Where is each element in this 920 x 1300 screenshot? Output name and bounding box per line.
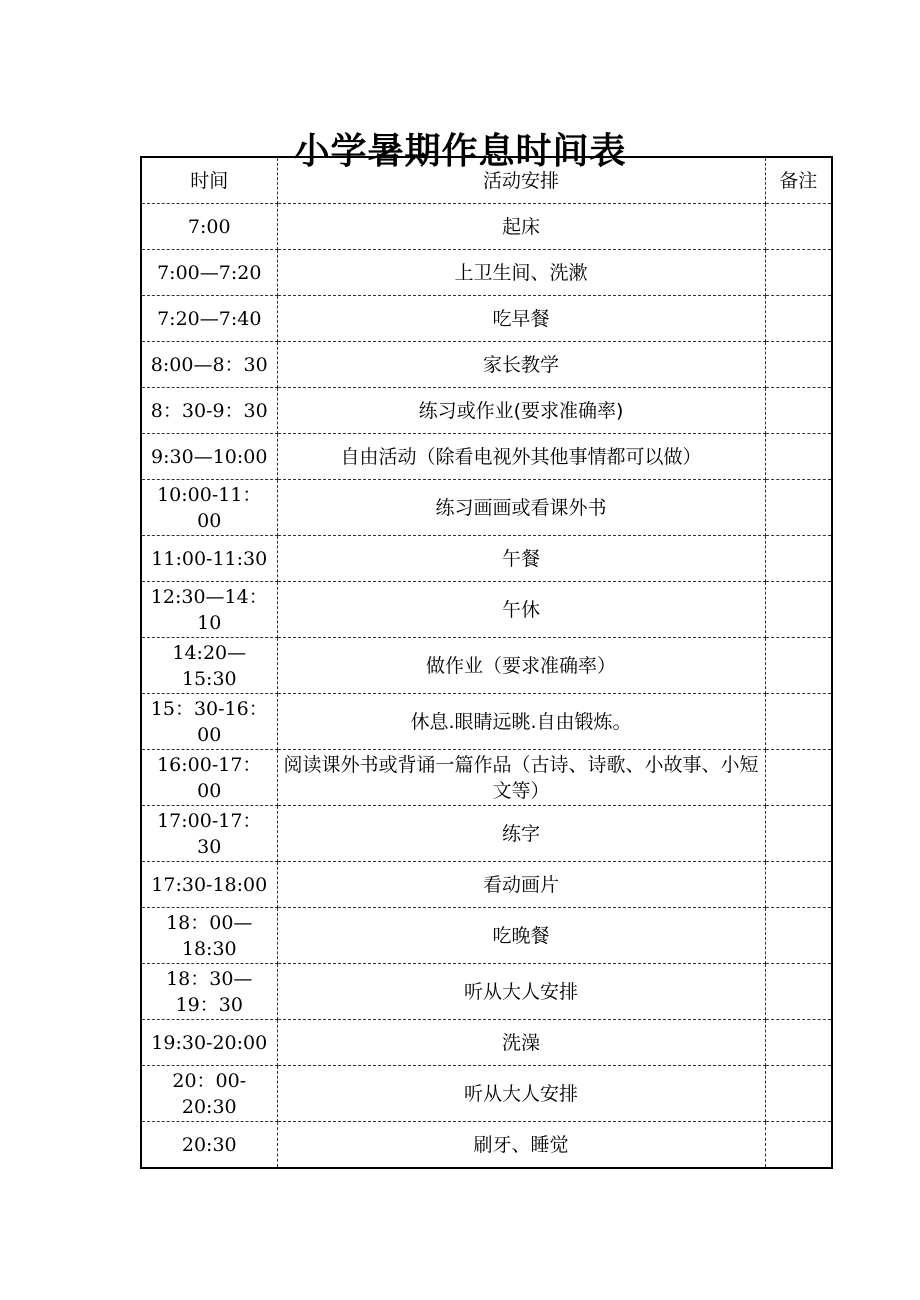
note-cell	[765, 250, 832, 296]
activity-cell: 听从大人安排	[277, 1066, 765, 1122]
note-cell	[765, 806, 832, 862]
table-row	[141, 296, 832, 342]
note-cell	[765, 296, 832, 342]
header-time: 时间	[141, 157, 277, 204]
table-row	[141, 908, 832, 964]
time-cell: 12:30—14：10	[141, 582, 277, 638]
note-cell	[765, 908, 832, 964]
time-cell: 7:20—7:40	[141, 296, 277, 342]
activity-cell: 刷牙、睡觉	[277, 1122, 765, 1169]
time-cell: 9:30—10:00	[141, 434, 277, 480]
time-cell: 8:00—8：30	[141, 342, 277, 388]
table-row	[141, 806, 832, 862]
time-cell: 16:00-17：00	[141, 750, 277, 806]
table-row	[141, 204, 832, 250]
activity-cell: 练字	[277, 806, 765, 862]
activity-cell: 起床	[277, 204, 765, 250]
activity-cell: 练习或作业(要求准确率)	[277, 388, 765, 434]
time-cell: 20：00-20:30	[141, 1066, 277, 1122]
time-cell: 18：00—18:30	[141, 908, 277, 964]
table-row	[141, 434, 832, 480]
activity-cell: 阅读课外书或背诵一篇作品（古诗、诗歌、小故事、小短文等）	[277, 750, 765, 806]
note-cell	[765, 964, 832, 1020]
note-cell	[765, 434, 832, 480]
note-cell	[765, 862, 832, 908]
table-row	[141, 638, 832, 694]
table-row	[141, 582, 832, 638]
note-cell	[765, 480, 832, 536]
table-row	[141, 480, 832, 536]
schedule-table	[140, 156, 833, 1169]
table-row	[141, 750, 832, 806]
note-cell	[765, 750, 832, 806]
note-cell	[765, 638, 832, 694]
activity-cell: 看动画片	[277, 862, 765, 908]
page-title: 小学暑期作息时间表	[293, 131, 627, 173]
time-cell: 10:00-11：00	[141, 480, 277, 536]
time-cell: 14:20—15:30	[141, 638, 277, 694]
time-cell: 7:00—7:20	[141, 250, 277, 296]
header-row	[141, 157, 832, 204]
time-cell: 17:00-17：30	[141, 806, 277, 862]
table-row	[141, 694, 832, 750]
activity-cell: 吃晚餐	[277, 908, 765, 964]
time-cell: 20:30	[141, 1122, 277, 1169]
activity-cell: 听从大人安排	[277, 964, 765, 1020]
activity-cell: 做作业（要求准确率）	[277, 638, 765, 694]
table-row	[141, 250, 832, 296]
time-cell: 15：30-16：00	[141, 694, 277, 750]
table-row	[141, 342, 832, 388]
activity-cell: 练习画画或看课外书	[277, 480, 765, 536]
activity-cell: 午休	[277, 582, 765, 638]
activity-cell: 午餐	[277, 536, 765, 582]
activity-cell: 吃早餐	[277, 296, 765, 342]
note-cell	[765, 342, 832, 388]
activity-cell: 上卫生间、洗漱	[277, 250, 765, 296]
note-cell	[765, 388, 832, 434]
note-cell	[765, 1122, 832, 1169]
table-row	[141, 388, 832, 434]
time-cell: 18：30—19：30	[141, 964, 277, 1020]
time-cell: 11:00-11:30	[141, 536, 277, 582]
time-cell: 7:00	[141, 204, 277, 250]
note-cell	[765, 1066, 832, 1122]
note-cell	[765, 582, 832, 638]
table-row	[141, 862, 832, 908]
note-cell	[765, 1020, 832, 1066]
activity-cell: 自由活动（除看电视外其他事情都可以做）	[277, 434, 765, 480]
note-cell	[765, 204, 832, 250]
table-row	[141, 1066, 832, 1122]
time-cell: 19:30-20:00	[141, 1020, 277, 1066]
table-row	[141, 1122, 832, 1169]
note-cell	[765, 694, 832, 750]
header-activity: 活动安排	[277, 157, 765, 204]
header-note: 备注	[765, 157, 832, 204]
table-row	[141, 1020, 832, 1066]
activity-cell: 休息.眼睛远眺.自由锻炼。	[277, 694, 765, 750]
table-row	[141, 536, 832, 582]
activity-cell: 洗澡	[277, 1020, 765, 1066]
time-cell: 17:30-18:00	[141, 862, 277, 908]
table-row	[141, 964, 832, 1020]
activity-cell: 家长教学	[277, 342, 765, 388]
note-cell	[765, 536, 832, 582]
time-cell: 8：30-9：30	[141, 388, 277, 434]
